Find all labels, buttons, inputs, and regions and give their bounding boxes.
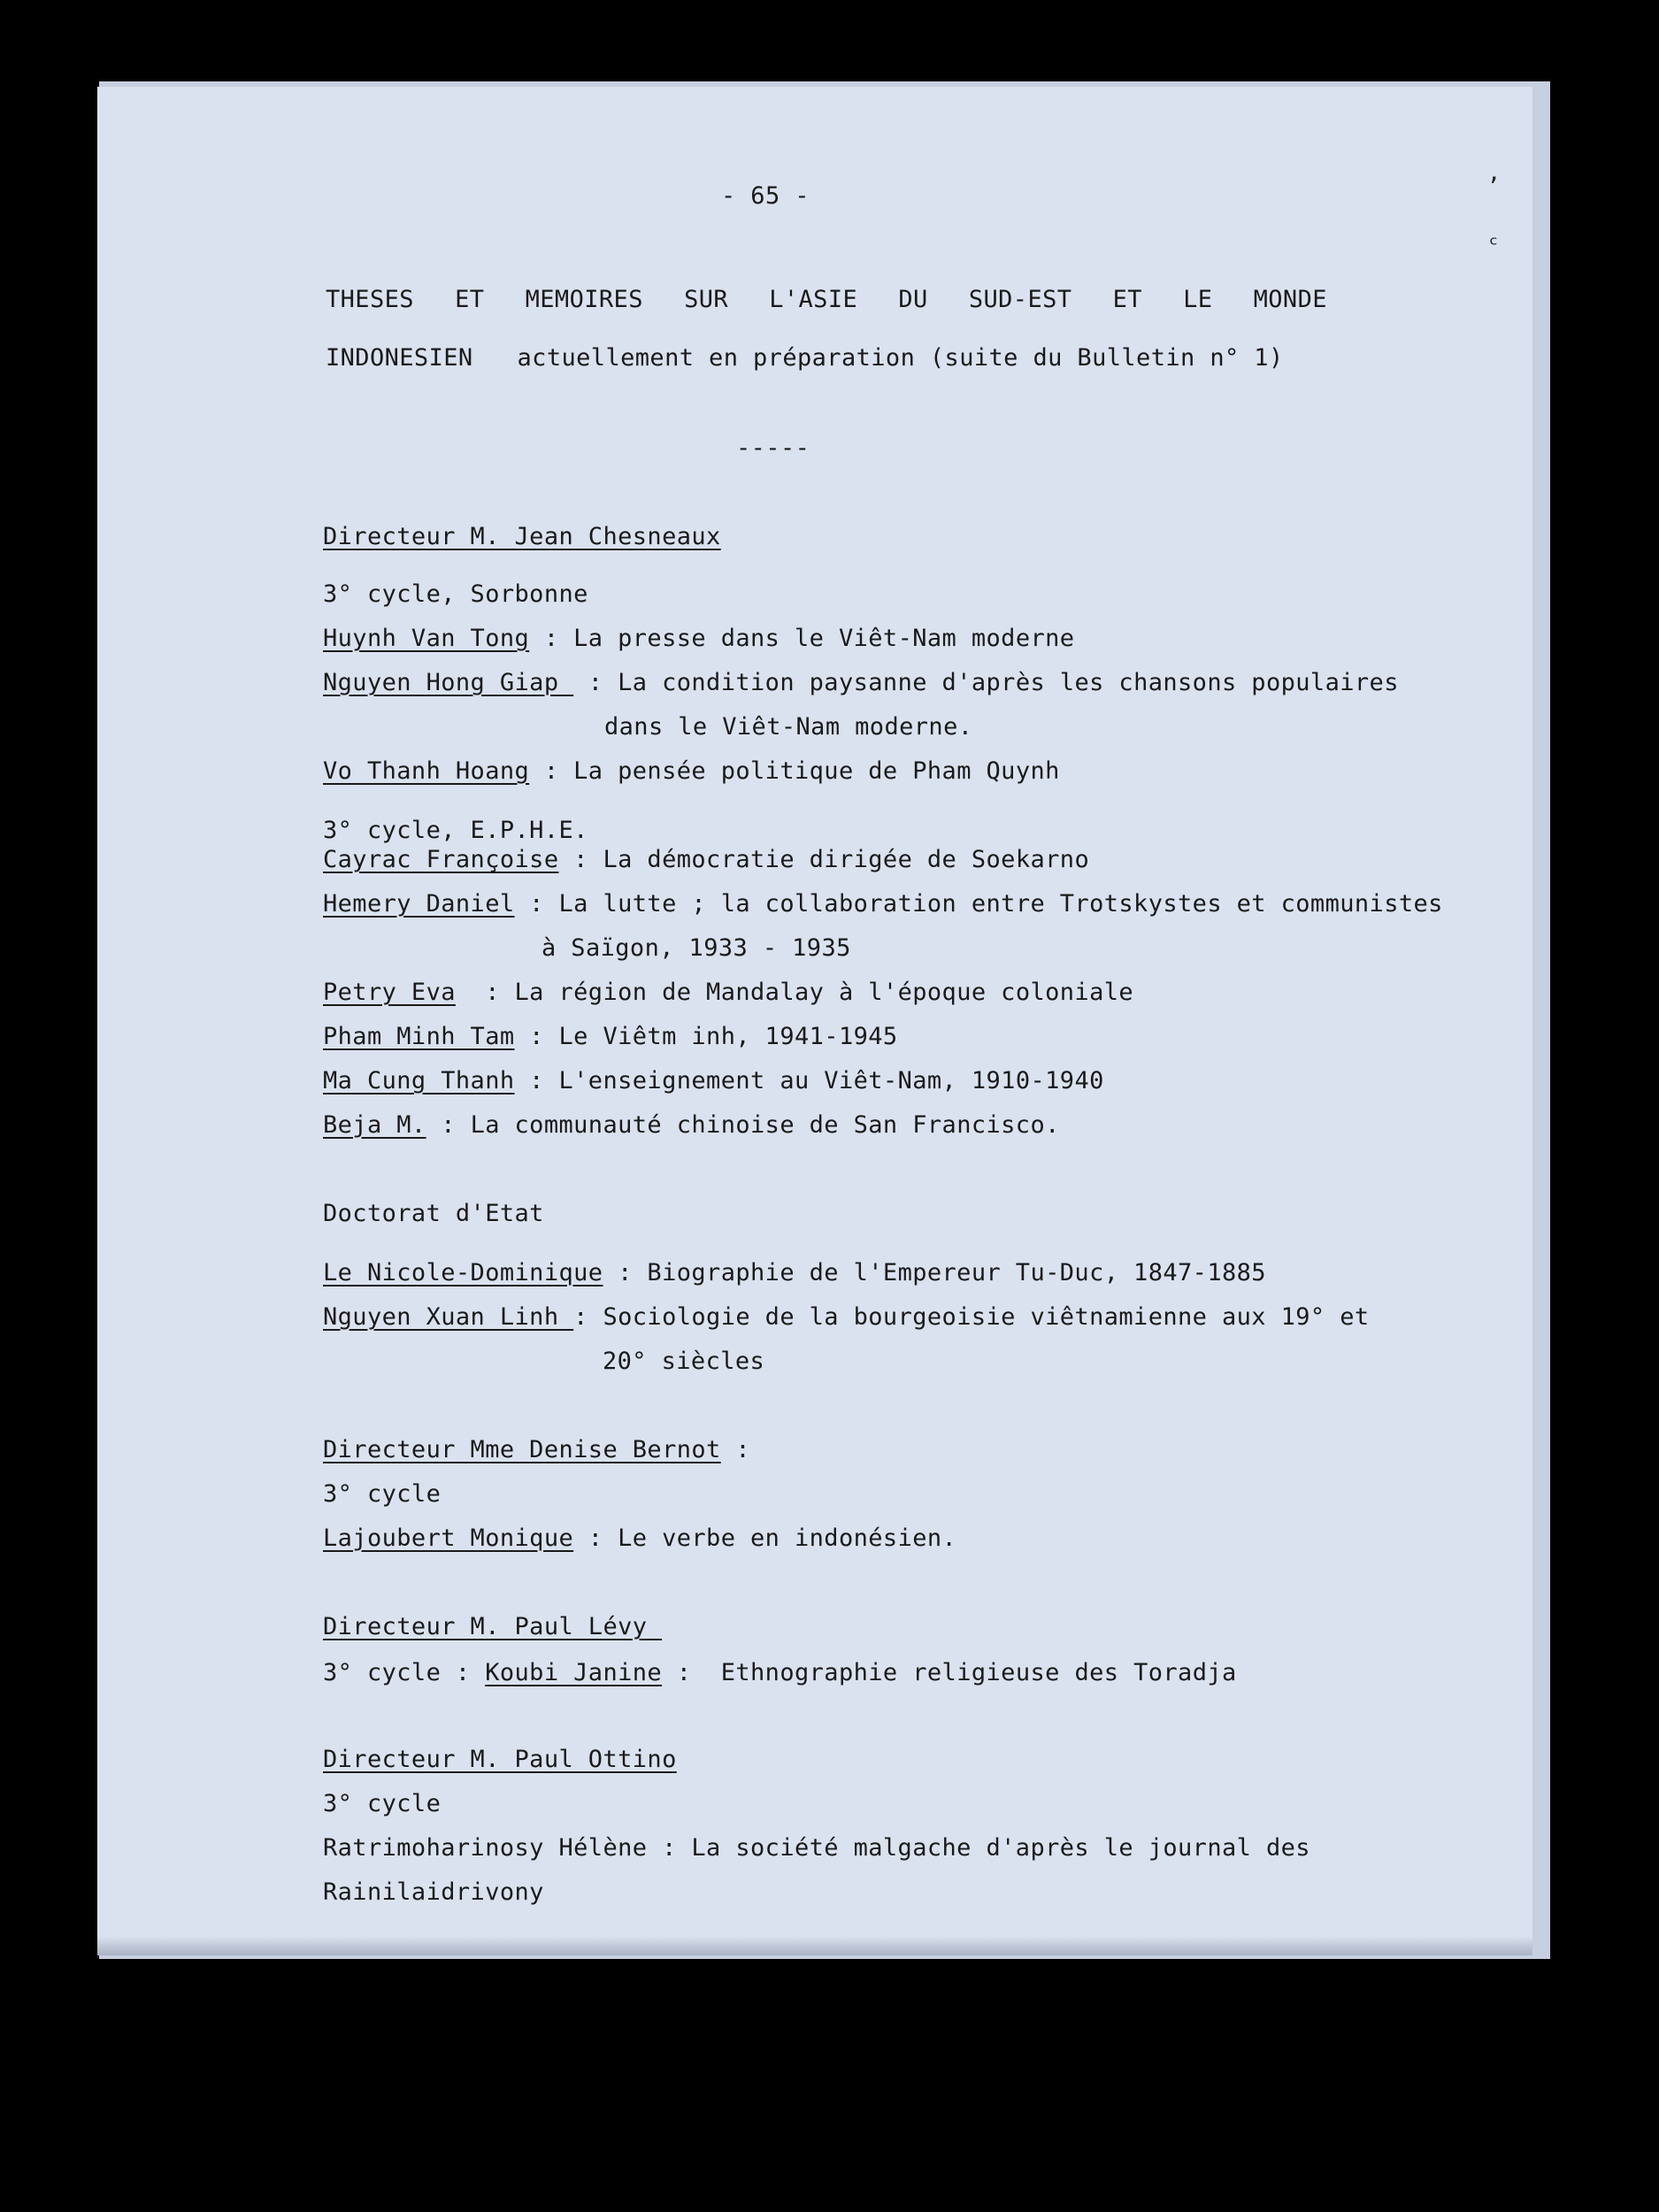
- author-name: Huynh Van Tong: [323, 625, 530, 652]
- author-name: Vo Thanh Hoang: [323, 757, 530, 785]
- thesis-title: La presse dans le Viêt-Nam moderne: [573, 625, 1075, 652]
- author-name: Pham Minh Tam: [323, 1023, 515, 1050]
- thesis-title: Ethnographie religieuse des Toradja: [720, 1659, 1237, 1686]
- author-name: Hemery Daniel: [323, 890, 515, 918]
- thesis-entry: Huynh Van Tong : La presse dans le Viêt-Nam moderne: [323, 625, 1075, 652]
- heading-word: ET: [455, 286, 485, 313]
- thesis-title: Sociologie de la bourgeoisie viêtnamienne aux 19° et: [603, 1303, 1370, 1331]
- page-number: - 65 -: [721, 182, 810, 210]
- thesis-title: L'enseignement au Viêt-Nam, 1910-1940: [558, 1067, 1104, 1094]
- thesis-title: Le verbe en indonésien.: [618, 1525, 957, 1552]
- thesis-title: La démocratie dirigée de Soekarno: [603, 846, 1090, 873]
- thesis-entry: Le Nicole-Dominique : Biographie de l'Empereur Tu-Duc, 1847-1885: [323, 1259, 1266, 1286]
- heading-subtitle: actuellement en préparation (suite du Bulletin n° 1): [517, 344, 1284, 372]
- staple-mark-icon: ᶜ: [1486, 232, 1501, 258]
- thesis-entry: Nguyen Xuan Linh : Sociologie de la bourgeoisie viêtnamienne aux 19° et: [323, 1303, 1370, 1331]
- heading-word: SUD-EST: [968, 286, 1072, 313]
- cycle-sorbonne: 3° cycle, Sorbonne: [323, 580, 588, 608]
- page-bottom-edge: [97, 1936, 1532, 1955]
- author-name: Petry Eva: [323, 979, 456, 1006]
- author-name: Nguyen Hong Giap: [323, 669, 574, 696]
- staple-mark-icon: ’: [1486, 173, 1501, 200]
- director-levy: Directeur M. Paul Lévy: [323, 1613, 663, 1640]
- thesis-entry: Hemery Daniel : La lutte ; la collaboration entre Trotskystes et communistes: [323, 890, 1443, 918]
- thesis-entry-continued: Rainilaidrivony: [323, 1878, 544, 1906]
- thesis-title: La communauté chinoise de San Francisco.: [470, 1111, 1060, 1139]
- thesis-title-continued: dans le Viêt-Nam moderne.: [604, 713, 973, 741]
- thesis-title: La pensée politique de Pham Quynh: [573, 757, 1060, 785]
- cycle-bernot: 3° cycle: [323, 1480, 442, 1508]
- thesis-title: La condition paysanne d'après les chansons populaires: [618, 669, 1399, 696]
- doctorat-heading: Doctorat d'Etat: [323, 1200, 544, 1227]
- thesis-entry: Beja M. : La communauté chinoise de San Francisco.: [323, 1111, 1060, 1139]
- heading-word: MONDE: [1253, 286, 1327, 313]
- thesis-entry: Pham Minh Tam : Le Viêtm inh, 1941-1945: [323, 1023, 898, 1050]
- heading-word: SUR: [684, 286, 729, 313]
- director-chesneaux: Directeur M. Jean Chesneaux: [323, 523, 721, 550]
- thesis-title-continued: à Saïgon, 1933 - 1935: [541, 934, 851, 962]
- heading-word: LE: [1183, 286, 1213, 313]
- thesis-entry: Ratrimoharinosy Hélène : La société malgache d'après le journal des: [323, 1834, 1310, 1862]
- thesis-title-continued: 20° siècles: [603, 1348, 765, 1375]
- cycle-ephe: 3° cycle, E.P.H.E.: [323, 817, 588, 844]
- heading-word: L'ASIE: [769, 286, 858, 313]
- author-name: Le Nicole-Dominique: [323, 1259, 603, 1286]
- thesis-title: Biographie de l'Empereur Tu-Duc, 1847-1885: [647, 1259, 1266, 1286]
- thesis-entry: Lajoubert Monique : Le verbe en indonésien.: [323, 1525, 957, 1552]
- author-name: Lajoubert Monique: [323, 1525, 574, 1552]
- heading-word: THESES: [326, 286, 414, 313]
- separator: -----: [736, 434, 810, 462]
- heading-word: MEMOIRES: [525, 286, 643, 313]
- author-name: Koubi Janine: [485, 1659, 663, 1686]
- cycle-levy: 3° cycle :: [323, 1659, 486, 1686]
- heading-line2: [326, 343, 1284, 373]
- thesis-entry: 3° cycle : Koubi Janine : Ethnographie religieuse des Toradja: [323, 1659, 1237, 1686]
- heading-word: ET: [1112, 286, 1142, 313]
- heading-word: DU: [898, 286, 928, 313]
- thesis-title: Le Viêtm inh, 1941-1945: [558, 1023, 898, 1050]
- cycle-ottino: 3° cycle: [323, 1790, 442, 1817]
- director-ottino: Directeur M. Paul Ottino: [323, 1746, 677, 1773]
- thesis-entry: Nguyen Hong Giap : La condition paysanne d'après les chansons populaires: [323, 669, 1399, 696]
- heading-line1: [326, 285, 1327, 315]
- author-name: Nguyen Xuan Linh: [323, 1303, 574, 1331]
- director-bernot-line: Directeur Mme Denise Bernot :: [323, 1436, 751, 1463]
- thesis-entry: Vo Thanh Hoang : La pensée politique de Pham Quynh: [323, 757, 1060, 785]
- thesis-entry: Ma Cung Thanh : L'enseignement au Viêt-Nam, 1910-1940: [323, 1067, 1104, 1094]
- author-name: Beja M.: [323, 1111, 426, 1139]
- thesis-title: La région de Mandalay à l'époque coloniale: [514, 979, 1134, 1006]
- author-name: Cayrac Françoise: [323, 846, 559, 873]
- director-bernot: Directeur Mme Denise Bernot: [323, 1436, 721, 1463]
- thesis-title: La lutte ; la collaboration entre Trotskystes et communistes: [558, 890, 1443, 918]
- thesis-entry: Petry Eva : La région de Mandalay à l'époque coloniale: [323, 979, 1134, 1006]
- author-name: Ma Cung Thanh: [323, 1067, 515, 1094]
- thesis-entry: Cayrac Françoise : La démocratie dirigée de Soekarno: [323, 846, 1090, 873]
- heading-caps: INDONESIEN: [326, 344, 473, 372]
